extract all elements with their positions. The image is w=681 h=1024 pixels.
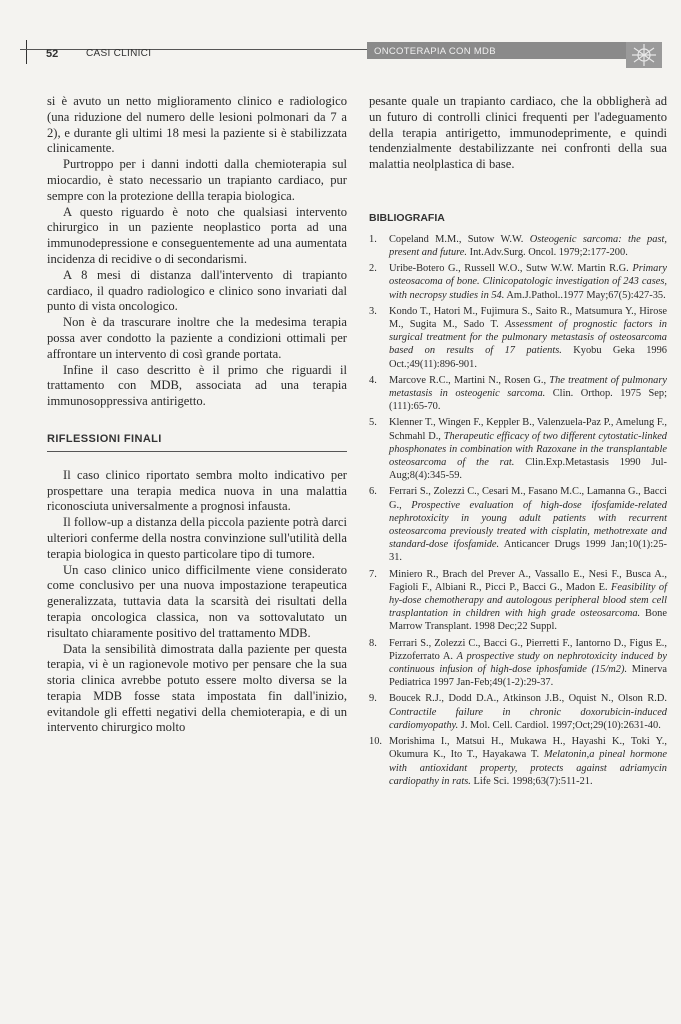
reference-title: Osteogenic sarcoma: the past, present and future. (389, 233, 667, 258)
body-paragraph: Data la sensibilità dimostrata dalla paziente per questa terapia, vi è un ragionevole motivo per pensare che la sua storia clinica avrebbe potuto essere molto diversa se la terapia MDB fosse stata impostata fin dall'inizio, evitandole gli effetti negativi della chemioterapia, e di un intervento chirurgico molto (47, 641, 347, 735)
reference-title: The treatment of pulmonary metastasis in osteogenic sarcoma. (389, 374, 668, 400)
body-paragraph: Infine il caso descritto è il primo che riguardi il trattamento con MDB, associata ad una terapia immunosoppressiva antirigetto. (47, 362, 347, 409)
reference-title: Therapeutic efficacy of two different cytostatic-linked phosphonates in combination with Razoxane in the transplantable osteosarcoma of the rat. (389, 430, 667, 469)
reference-number: 8. (369, 637, 377, 649)
reference-source: Clin. Orthop. 1975 Sep;(111):65-70. (389, 388, 667, 413)
reference-item (369, 735, 667, 788)
reference-authors: Uribe-Botero G., Russell W.O., Sutw W.W. Martin R.G. (389, 263, 629, 275)
reference-item (369, 485, 667, 564)
reference-number: 9. (369, 693, 377, 705)
reference-source: Anticancer Drugs 1999 Jan;10(1):25-31. (389, 539, 668, 564)
reference-number: 3. (369, 305, 377, 317)
reference-source: Life Sci. 1998;63(7):511-21. (473, 775, 593, 787)
section-name: CASI CLINICI (86, 48, 152, 59)
reference-number: 7. (369, 568, 377, 580)
page-header (0, 0, 681, 75)
reference-source: Minerva Pediatrica 1997 Jan-Feb;49(1-2):29-37. (389, 664, 667, 689)
reference-source: Kyobu Geka 1996 Oct.;49(11):896-901. (389, 345, 668, 370)
section-heading: RIFLESSIONI FINALI (47, 432, 347, 452)
page-number: 52 (46, 48, 59, 60)
journal-logo-icon (626, 38, 662, 72)
reference-number: 4. (369, 374, 377, 386)
reference-authors: Boucek R.J., Dodd D.A., Atkinson J.B., Oquist N., Olson R.D. (389, 693, 667, 705)
reference-authors: Copeland M.M., Sutow W.W. (389, 233, 524, 245)
header-divider (26, 40, 27, 64)
reference-source: J. Mol. Cell. Cardiol. 1997;Oct;29(10):2631-40. (460, 719, 661, 731)
reference-authors: Miniero R., Brach del Prever A., Vassallo E., Nesi F., Busca A., Fagioli F., Albiani R., Picci P., Bacci G., Madon E. (389, 568, 667, 593)
reference-authors: Kondo T., Hatori M., Fujimura S., Saito R., Matsumura Y., Hirose M., Sugita M., Sado T. (389, 305, 667, 330)
reference-source: Int.Adv.Surg. Oncol. 1979;2:177-200. (469, 246, 628, 258)
body-paragraph: Il follow-up a distanza della piccola paziente potrà darci ulteriori conferme della nostra convinzione sull'utilità della terapia biologica in questo particolare tipo di tumore. (47, 515, 347, 561)
reference-source: Bone Marrow Transplant. 1998 Dec;22 Suppl. (389, 608, 667, 633)
bibliography-list (369, 233, 667, 788)
body-paragraph: si è avuto un netto miglioramento clinico e radiologico (una riduzione del numero delle lesioni polmonari da 7 a 2), e durante gli ultimi 18 mesi la paziente si è stabilizzata clinicamente. (47, 94, 347, 156)
reference-item (369, 233, 667, 259)
reference-authors: Klenner T., Wingen F., Keppler B., Valenzuela-Paz P., Amelung F., Schmahl D., (389, 417, 667, 442)
reference-title: Contractile failure in chronic doxorubicin-induced cardiomyopathy. (389, 706, 667, 731)
reference-source: Clin.Exp.Metastasis 1990 Jul-Aug;8(4):345-59. (389, 457, 667, 482)
journal-title: ONCOTERAPIA CON MDB (374, 46, 496, 57)
reference-item (369, 305, 667, 371)
header-rule (20, 49, 378, 50)
reference-authors: Marcove R.C., Martini N., Rosen G., (389, 374, 547, 386)
reference-number: 5. (369, 417, 377, 429)
reference-title: Melatonin,a pineal hormone with antioxidant property, protects against adriamycin cardiopathy in rats. (389, 749, 667, 787)
reference-title: A prospective study on nephrotoxicity induced by continuous infusion of high-dose iphosfamide (15/m2). (389, 650, 667, 676)
reference-authors: Ferrari S., Zolezzi C., Bacci G., Pierretti F., Iantorno D., Figus E., Pizzoferrato A. (389, 637, 667, 662)
reference-item (369, 374, 667, 414)
reference-number: 10. (369, 736, 382, 748)
reference-item (369, 416, 667, 482)
body-paragraph: A 8 mesi di distanza dall'intervento di trapianto cardiaco, il quadro radiologico e clinico sono invariati dal punto di vista oncologico. (47, 267, 347, 314)
reference-title: Feasibility of hy-dose chemotherapy and autologous peripheral blood stem cell trasplantation in children with high grade osteosarcoma. (389, 581, 668, 620)
reference-item (369, 262, 667, 302)
reference-number: 1. (369, 233, 377, 245)
reference-authors: Ferrari S., Zolezzi C., Cesari M., Fasano M.C., Lamanna G., Bacci G., (389, 486, 667, 511)
body-paragraph: Non è da trascurare inoltre che la medesima terapia possa aver condotto la paziente a condizioni ottimali per affrontare un intervento di così grande portata. (47, 315, 347, 361)
reference-item (369, 637, 667, 690)
reference-item (369, 568, 667, 634)
body-paragraph: pesante quale un trapianto cardiaco, che la obbligherà ad un futuro di controlli clinici frequenti per l'adeguamento della terapia antirigetto, immunodeprimente, e quindi tendenzialmente destabilizzante nei confronti della sua malattia neolplastica di base. (369, 94, 667, 172)
reference-title: Primary osteosacoma of bone. Clinicopatologic investigation of 243 cases, with necropsy studies in 54. (389, 263, 667, 301)
left-column (47, 94, 347, 736)
reference-number: 6. (369, 486, 377, 498)
reference-number: 2. (369, 263, 377, 275)
reference-title: Prospective evaluation of high-dose ifosfamide-related nephrotoxicity in young adult patients with recurrent osteosarcoma previously treated with cisplatin, methotrexate and standard-dose ifosfamide. (389, 499, 667, 551)
reference-authors: Morishima I., Matsui H., Mukawa H., Hayashi K., Toki Y., Okumura K., Ito T., Hayakawa T. (389, 736, 667, 761)
reference-title: Assessment of prognostic factors in surgical treatment for the pulmonary metastasis of osteosarcoma based on results of 17 patients. (389, 319, 667, 357)
body-paragraph: Il caso clinico riportato sembra molto indicativo per prospettare una terapia medica nuova in una malattia riconosciuta universalmente a prognosi infausta. (47, 467, 347, 514)
reference-source: Am.J.Pathol..1977 May;67(5):427-35. (506, 289, 666, 301)
reference-item (369, 692, 667, 732)
body-paragraph: A questo riguardo è noto che qualsiasi intervento chirurgico in un paziente neoplastico porta ad una immunodepressione e conseguentemente ad una aumentata incidenza di recidive o di secondarismi. (47, 204, 347, 266)
right-column (369, 94, 667, 791)
body-paragraph: Purtroppo per i danni indotti dalla chemioterapia sul miocardio, è stato necessario un trapianto cardiaco, pur sempre con la protezione dellla terapia biologica. (47, 157, 347, 203)
bibliography-heading: BIBLIOGRAFIA (369, 211, 445, 224)
body-paragraph: Un caso clinico unico difficilmente viene considerato come conclusivo per una nuova impostazione terapeutica generalizzata, tuttavia data la scarsità dei risultati della terapia oncologica classica, non va sottovalutato un risultato chiaramente positivo del trattamento MDB. (47, 562, 347, 640)
